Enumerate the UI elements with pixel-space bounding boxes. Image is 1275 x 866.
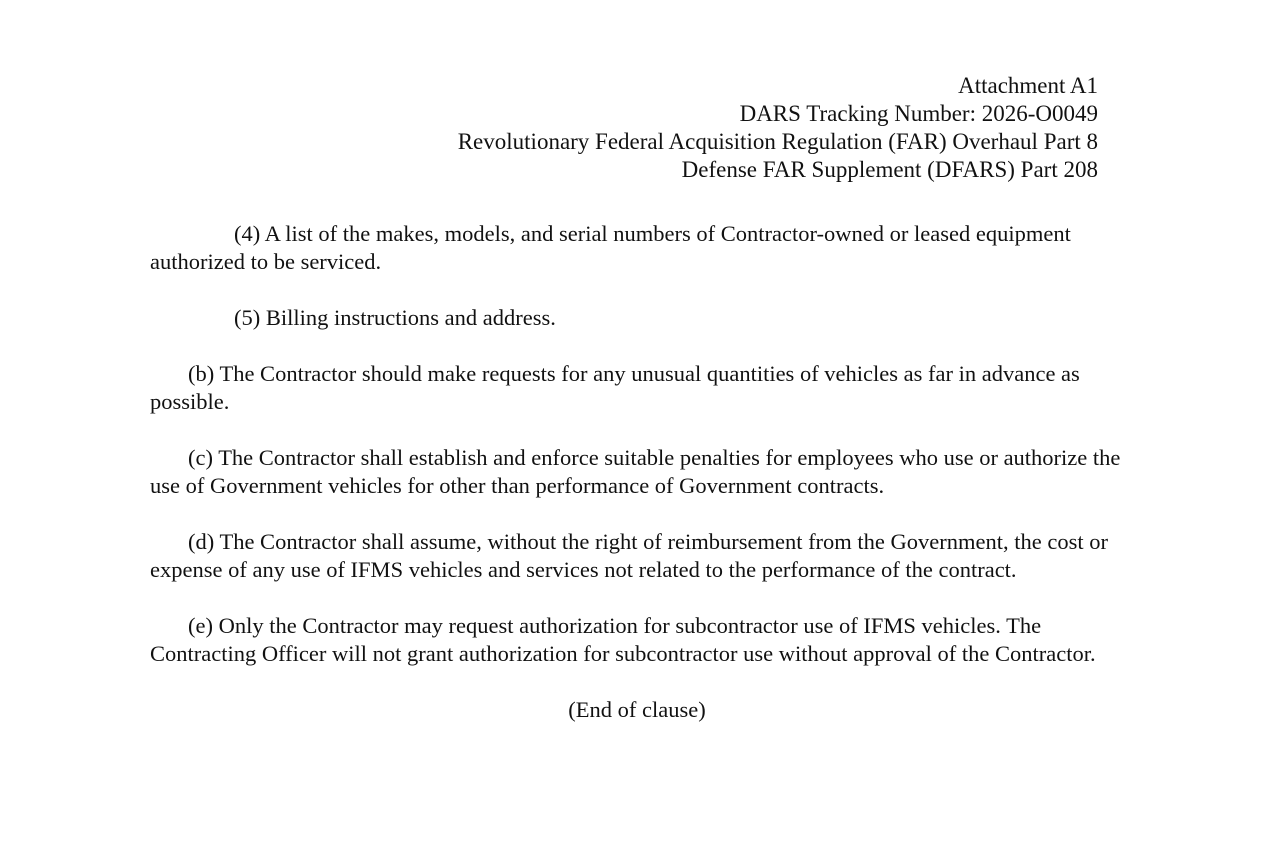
attachment-label: Attachment A1 [958, 73, 1098, 98]
end-of-clause: (End of clause) [568, 697, 706, 722]
document-header [458, 72, 1098, 184]
far-overhaul-title: Revolutionary Federal Acquisition Regulation (FAR) Overhaul Part 8 [457, 129, 1098, 154]
paragraph-4: (4) A list of the makes, models, and serial numbers of Contractor-owned or leased equipment authorized to be serviced. [150, 221, 1071, 274]
tracking-number: DARS Tracking Number: 2026-O0049 [739, 101, 1098, 126]
paragraph-c: (c) The Contractor shall establish and enforce suitable penalties for employees who use or authorize the use of Government vehicles for other than performance of Government contracts. [150, 445, 1121, 498]
paragraph-d: (d) The Contractor shall assume, without the right of reimbursement from the Government, the cost or expense of any use of IFMS vehicles and services not related to the performance of the contract. [150, 529, 1108, 582]
paragraph-b: (b) The Contractor should make requests for any unusual quantities of vehicles as far in advance as possible. [150, 361, 1080, 414]
paragraph-e: (e) Only the Contractor may request authorization for subcontractor use of IFMS vehicles. The Contracting Officer will not grant authorization for subcontractor use without approval of the Contractor. [150, 613, 1096, 666]
paragraph-5: (5) Billing instructions and address. [234, 305, 556, 330]
dfars-part-title: Defense FAR Supplement (DFARS) Part 208 [681, 157, 1098, 182]
document-body [150, 220, 1130, 752]
